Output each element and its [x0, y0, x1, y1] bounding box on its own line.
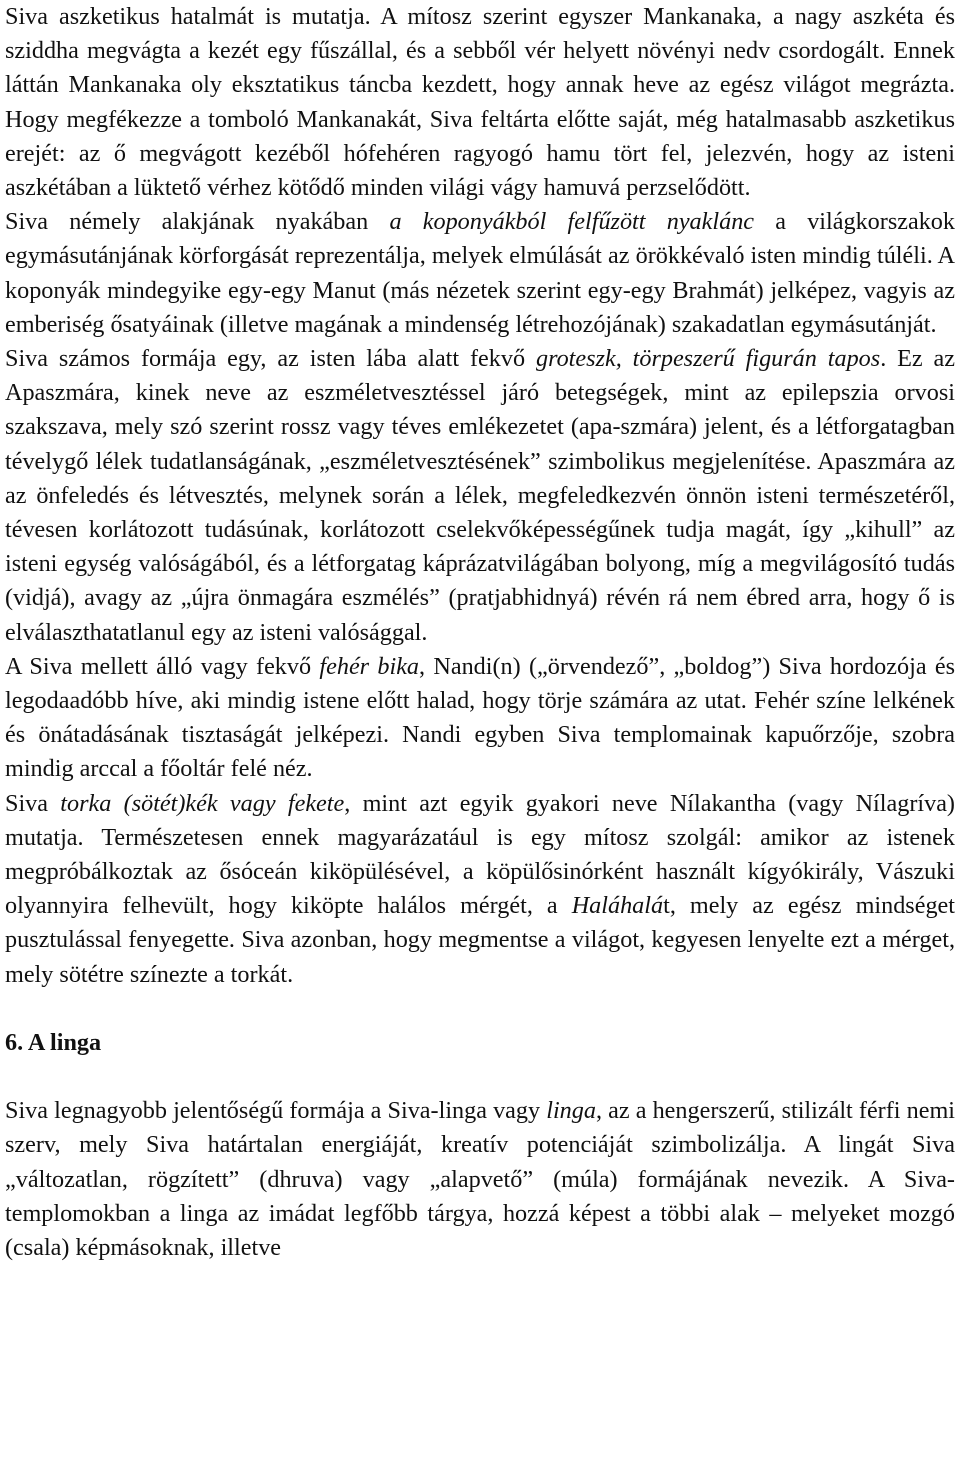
emphasis-text: torka (sötét)kék vagy fekete — [60, 789, 345, 817]
text-run: , az a hengerszerű, stilizált férfi nemi szerv, mely Siva határtalan energiáját, kreatív potenciáját szimbolizálja. A lingát Siva „változatlan, rögzített” (dhruva) vagy „alapvető” (múla) formájának nevezik. A Siva-templomokban a linga az imádat legfőbb tárgya, hozzá képest a többi alak – melyeket mozgó (csala) képmásoknak, illetve — [5, 1097, 955, 1261]
section-heading: 6. A linga — [5, 1028, 102, 1056]
text-run: , Nandi(n) („örvendező”, „boldog”) Siva hordozója és legodaadóbb híve, aki mindig istene előtt halad, hogy törje számára az utat. Fehér színe lelkének és önátadásának tisztaságát jelképezi. Nandi egyben Siva templomainak kapuőrzője, szobra mindig arccal a főoltár felé néz. — [5, 652, 955, 783]
text-run: , mint azt egyik gyakori neve Nílakantha (vagy Nílagríva) mutatja. Természetesen ennek magyarázatául is egy mítosz szolgál: amikor az istenek megpróbálkoztak az ősóceán kiköpülésével, a köpülősinórként használt kígyókirály, Vászuki olyannyira felhevült, hogy kiköpte halálos mérgét, a — [5, 789, 955, 920]
text-run: Siva — [5, 789, 61, 817]
emphasis-text: linga — [546, 1097, 596, 1125]
text-run: A Siva mellett álló vagy fekvő — [5, 652, 320, 680]
paragraph-skull-necklace — [5, 205, 955, 342]
paragraph-linga — [5, 1094, 955, 1265]
paragraph-nandi — [5, 650, 955, 787]
paragraph-blue-throat — [5, 787, 955, 992]
text-run: Siva némely alakjának nyakában — [5, 208, 390, 236]
emphasis-text: fehér bika — [319, 652, 420, 680]
text-run: t, mely az egész mindséget pusztulással fenyegette. Siva azonban, hogy megmentse a világot, kegyesen lenyelte ezt a mérget, mely sötétre színezte a torkát. — [5, 892, 956, 988]
text-run: a világkorszakok egymásutánjának körforgását reprezentálja, melyek elmúlását az örökkévaló isten mindig túléli. A koponyák mindegyike egy-egy Manut (más nézetek szerint egy-egy Brahmát) jelképez, vagyis az emberiség ősatyáinak (illetve magának a mindenség létrehozójának) szakadatlan egymásutánját. — [5, 208, 955, 338]
paragraph-apasmara — [5, 342, 955, 650]
paragraph-ascetic-power: Siva aszketikus hatalmát is mutatja. A mítosz szerint egyszer Mankanaka, a nagy aszkéta és sziddha megvágta a kezét egy fűszállal, és a sebből vér helyett növényi nedv csordogált. Ennek láttán Mankanaka oly eksztatikus táncba kezdett, hogy annak heve az egész világot megrázta. Hogy megfékezze a tomboló Mankanakát, Siva feltárta előtte saját, még hatalmasabb aszketikus erejét: az ő megvágott kezéből hófehéren ragyogó hamu tört fel, jelezvén, hogy az isteni aszkétában a lüktető vérhez kötődő minden világi vágy hamuvá perzselődött. — [5, 3, 955, 202]
text-run: . Ez az Apaszmára, kinek neve az eszméletvesztéssel járó betegségek, mint az epilepszia orvosi szakszava, mely szó szerint rossz vagy téves emlékezetet (apa-szmára) jelent, és a létforgatagban tévelygő lélek tudatlanságának, „eszméletvesztésének” szimbolikus megjelenítése. Apaszmára az az önfeledés és létvesztés, melynek során a lélek, megfeledkezvén önnön isteni természetéről, tévesen korlátozott tudásúnak, korlátozott cselekvőképességűnek tudja magát, így „kihull” az isteni egység valóságából, és a létforgatag káprázatvilágában bolyong, míg a megvilágosító tudás (vidjá), avagy az „újra önmagára eszmélés” (pratjabhidnyá) révén rá nem ébred arra, hogy ő is elválaszthatatlanul egy az isteni valósággal. — [5, 345, 955, 646]
text-run: Siva legnagyobb jelentőségű formája a Siva-linga vagy — [5, 1097, 547, 1125]
emphasis-text: groteszk, törpeszerű figurán tapos — [535, 345, 881, 373]
emphasis-text: a koponyákból felfűzött nyaklánc — [389, 208, 755, 236]
text-run: Siva számos formája egy, az isten lába alatt fekvő — [5, 345, 536, 373]
emphasis-text: Haláhalá — [571, 892, 664, 920]
